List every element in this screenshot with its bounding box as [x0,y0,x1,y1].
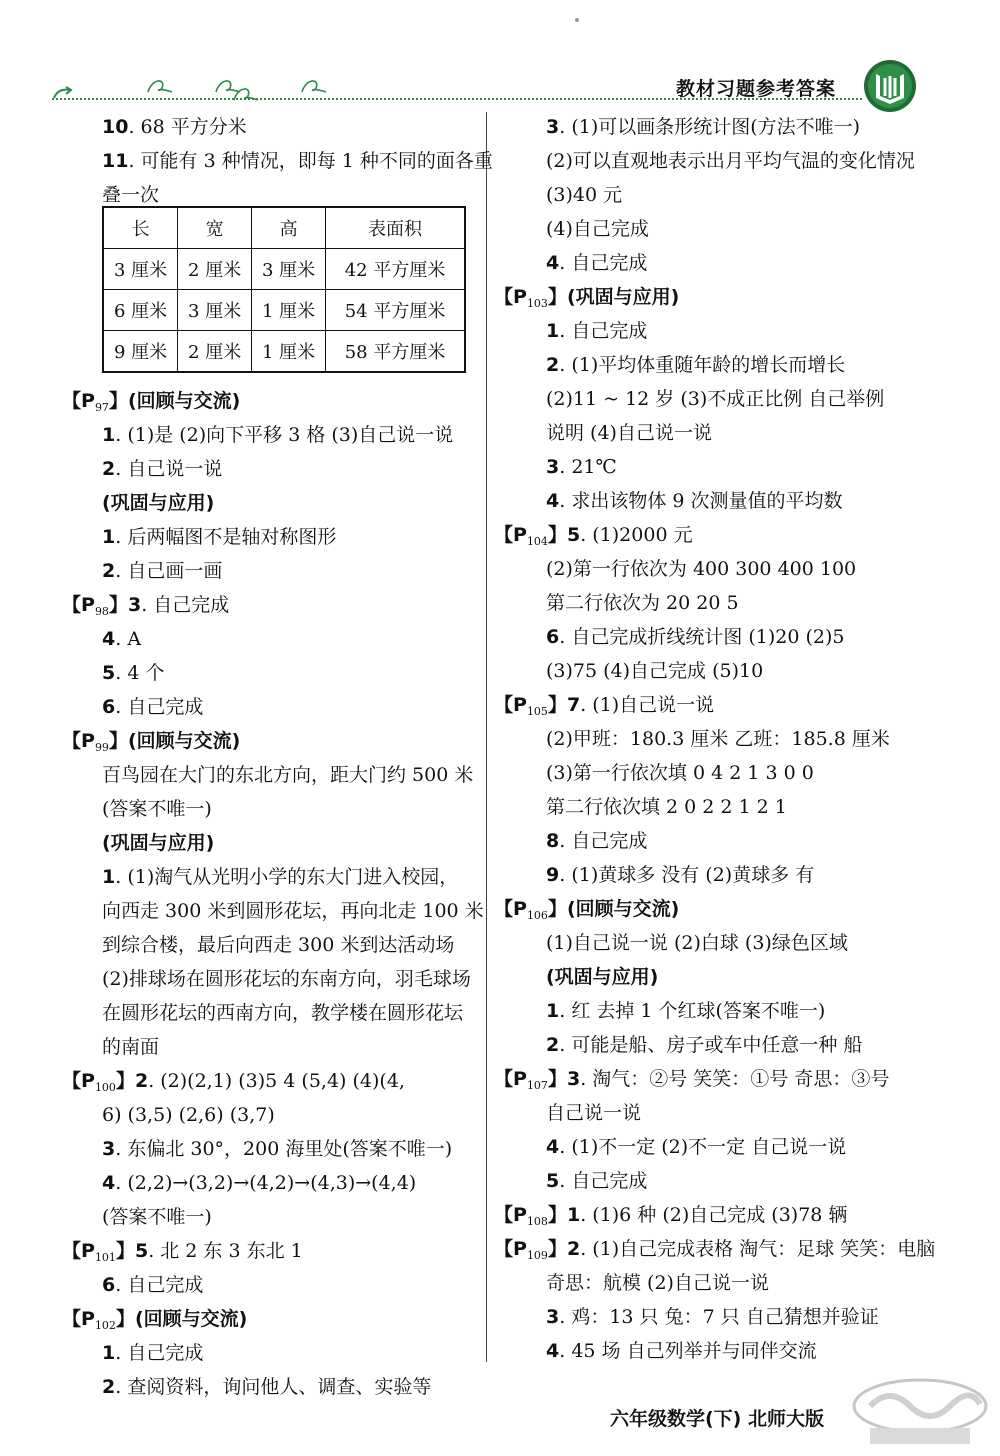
answer-line [102,660,164,686]
question-number: 4 [102,1172,116,1194]
question-number: 3 [102,1138,116,1160]
table-cell: 58 平方厘米 [326,331,465,373]
answer-text: (2)可以直观地表示出月平均气温的变化情况 [546,150,915,172]
answer-text: . 自己完成 [141,594,230,616]
answer-text: (2)排球场在圆形花坛的东南方向，羽毛球场 [102,968,471,990]
page-ref-number: 102 [94,1319,116,1332]
page-header [0,0,1000,110]
page-ref-close: 】 [115,1240,135,1262]
answer-line [102,1170,416,1196]
question-number: 5 [102,662,116,684]
answer-text: . (1)不一定 (2)不一定 自己说一说 [559,1136,847,1158]
answer-text: 在圆形花坛的西南方向，教学楼在圆形花坛 [102,1002,464,1024]
answer-text: . (1)自己说一说 [580,694,715,716]
page-ref-number: 104 [526,535,548,548]
answer-line [102,490,214,516]
answer-line [546,726,890,752]
answer-line [546,216,649,242]
page-ref-close: 】 [547,1068,567,1090]
answer-text: 第二行依次为 20 20 5 [546,592,739,614]
page-ref-number: 106 [526,909,548,922]
page-ref-open: 【P [494,1068,527,1090]
answer-line [494,522,693,555]
answer-line [102,114,247,140]
page-ref-open: 【P [494,286,527,308]
question-number: 4 [546,1340,560,1362]
swirl-decoration-icon [146,76,174,96]
answer-line [62,388,240,421]
swirl-decoration-icon [300,76,328,96]
answer-line [102,694,203,720]
answer-text: 百鸟园在大门的东北方向，距大门约 500 米 [102,764,474,786]
answer-line [102,1000,463,1026]
table-cell: 42 平方厘米 [326,249,465,290]
table-cell: 6 厘米 [103,290,178,331]
answer-line [102,1034,159,1060]
table-header-cell: 表面积 [326,207,465,249]
answer-text: . 45 场 自己列举并与同伴交流 [559,1340,817,1362]
table-cell: 1 厘米 [252,331,326,373]
question-number: 2 [566,1238,581,1260]
table-header-row [103,207,465,249]
answer-line [546,488,842,514]
table-row [103,249,465,290]
page-ref-number: 98 [94,605,109,618]
question-number: 4 [546,490,560,512]
question-number: 2 [134,1070,149,1092]
table-header-cell: 宽 [178,207,252,249]
answer-text: . 4 个 [115,662,165,684]
page-ref-number: 101 [94,1251,116,1264]
table-cell: 3 厘米 [178,290,252,331]
page-ref-close: 】 [547,694,567,716]
page-ref-number: 108 [526,1215,548,1228]
page-ref-number: 100 [94,1081,116,1094]
question-number: 8 [546,830,560,852]
watermark-logo [850,1376,990,1448]
question-number: 2 [546,354,560,376]
answer-line [546,556,856,582]
page-ref-number: 99 [94,741,109,754]
answer-text: 自己说一说 [546,1102,642,1124]
page-ref-close: 】 [547,1238,567,1260]
answer-line [494,284,679,317]
answer-line [102,762,473,788]
answer-line [102,626,141,652]
answer-text: (2)11 ~ 12 岁 (3)不成正比例 自己举例 [546,388,885,410]
answer-text: . 北 2 东 3 东北 1 [148,1240,303,1262]
answer-text: . 红 去掉 1 个红球(答案不唯一) [559,1000,826,1022]
page-ref-open: 【P [62,1070,95,1092]
answer-line [546,760,814,786]
answer-text: (3)第一行依次填 0 4 2 1 3 0 0 [546,762,814,784]
footer-book-title: 六年级数学(下) 北师大版 [610,1408,824,1430]
answer-text: . (1)6 种 (2)自己完成 (3)78 辆 [580,1204,848,1226]
answer-text: (答案不唯一) [102,798,212,820]
page-ref-close: 】(回顾与交流) [547,898,680,920]
question-number: 4 [546,252,560,274]
answer-text: . (1)淘气从光明小学的东大门进入校园， [115,866,459,888]
answer-text: . 自己完成 [115,1342,204,1364]
answer-text: 说明 (4)自己说一说 [546,422,712,444]
table-cell: 2 厘米 [178,331,252,373]
page-ref-close: 】 [547,524,567,546]
column-divider [486,112,487,1362]
answer-line [102,558,222,584]
section-tag: (巩固与应用) [102,832,215,854]
answer-text: . 求出该物体 9 次测量值的平均数 [559,490,843,512]
book-logo-icon [862,58,918,114]
header-title: 教材习题参考答案 [676,78,837,100]
question-number: 3 [546,456,560,478]
answer-line [546,1338,817,1364]
question-number: 3 [566,1068,581,1090]
question-number: 1 [102,866,116,888]
question-number: 2 [102,458,116,480]
page-ref-number: 103 [526,297,548,310]
answer-text: . 淘气：②号 笑笑：①号 奇思：③号 [580,1068,890,1090]
question-number: 5 [134,1240,149,1262]
question-number: 4 [546,1136,560,1158]
answer-line [102,864,458,890]
answer-line [102,1272,203,1298]
dimensions-table [102,206,466,373]
answer-text: . 自己完成 [559,1170,648,1192]
page-ref-close: 】(回顾与交流) [108,390,241,412]
question-number: 2 [102,560,116,582]
section-tag: (巩固与应用) [546,966,659,988]
answer-text: (2)第一行依次为 400 300 400 100 [546,558,857,580]
answer-line [62,728,240,761]
answer-text: . (2,2)→(3,2)→(4,2)→(4,3)→(4,4) [115,1172,417,1194]
question-number: 11 [102,150,129,172]
answer-line [546,658,763,684]
page-ref-close: 】(回顾与交流) [115,1308,248,1330]
answer-text: . 自己完成 [559,320,648,342]
question-number: 9 [546,864,560,886]
answer-text: . A [115,628,142,650]
answer-line [546,182,622,208]
answer-text: 的南面 [102,1036,160,1058]
table-header-cell: 高 [252,207,326,249]
page-ref-number: 109 [526,1249,548,1262]
answer-text: . (1)是 (2)向下平移 3 格 (3)自己说一说 [115,424,454,446]
answer-text: (1)自己说一说 (2)白球 (3)绿色区域 [546,932,848,954]
table-cell: 3 厘米 [103,249,178,290]
answer-line [546,964,658,990]
table-cell: 9 厘米 [103,331,178,373]
answer-text: 叠一次 [102,184,160,206]
answer-line [102,1102,275,1128]
question-number: 1 [102,526,116,548]
answer-line [102,1374,431,1400]
answer-line [62,1238,303,1271]
answer-text: . (2)(2,1) (3)5 4 (5,4) (4)(4, [148,1070,405,1092]
answer-text: 第二行依次填 2 0 2 2 1 2 1 [546,796,787,818]
answer-text: 奇思：航模 (2)自己说一说 [546,1272,769,1294]
page-ref-close: 】(回顾与交流) [108,730,241,752]
answer-text: . 自己完成折线统计图 (1)20 (2)5 [559,626,845,648]
page-ref-open: 【P [62,1240,95,1262]
page-ref-open: 【P [494,694,527,716]
answer-line [102,1340,203,1366]
question-number: 6 [102,696,116,718]
page-ref-number: 97 [94,401,109,414]
answer-line [546,1100,641,1126]
answer-line [102,932,454,958]
question-number: 2 [102,1376,116,1398]
page-ref-number: 107 [526,1079,548,1092]
page-ref-open: 【P [494,898,527,920]
answer-text: (4)自己完成 [546,218,649,240]
answer-line [546,590,739,616]
question-number: 1 [546,320,560,342]
answer-line [102,456,222,482]
answer-text: . 可能有 3 种情况，即每 1 种不同的面各重 [128,150,493,172]
page-ref-open: 【P [494,1204,527,1226]
question-number: 1 [546,1000,560,1022]
page-ref-open: 【P [62,390,95,412]
answer-text: . 自己完成 [559,252,648,274]
answer-text: . (1)2000 元 [580,524,693,546]
page-ref-close: 】 [108,594,128,616]
answer-line [546,352,845,378]
answer-line [62,592,229,625]
answer-line [546,114,860,140]
page-ref-close: 】(巩固与应用) [547,286,680,308]
answer-line [546,1032,862,1058]
question-number: 3 [546,1306,560,1328]
answer-line [546,318,647,344]
answer-line [546,794,787,820]
table-cell: 3 厘米 [252,249,326,290]
page-ref-open: 【P [62,730,95,752]
answer-line [102,422,453,448]
answer-text: (3)75 (4)自己完成 (5)10 [546,660,764,682]
answer-line [546,420,712,446]
answer-line [102,182,159,208]
page-ref-close: 】 [547,1204,567,1226]
answer-line [546,998,825,1024]
answer-text: 6) (3,5) (2,6) (3,7) [102,1104,275,1126]
answer-line [494,692,714,725]
answer-text: . 可能是船、房子或车中任意一种 船 [559,1034,863,1056]
answer-line [546,148,915,174]
answer-text: . 自己完成 [115,1274,204,1296]
page-ref-open: 【P [62,1308,95,1330]
answer-line [546,1304,879,1330]
question-number: 6 [546,626,560,648]
answer-text: (答案不唯一) [102,1206,212,1228]
question-number: 7 [566,694,581,716]
question-number: 3 [546,116,560,138]
answer-line [546,1168,647,1194]
question-number: 1 [566,1204,581,1226]
answer-line [546,828,647,854]
answer-text: . 21℃ [559,456,617,478]
section-tag: (巩固与应用) [102,492,215,514]
table-cell: 54 平方厘米 [326,290,465,331]
answer-text: 向西走 300 米到圆形花坛，再向北走 100 米 [102,900,484,922]
answer-line [102,1136,452,1162]
question-number: 10 [102,116,129,138]
answer-line [546,1134,846,1160]
question-number: 5 [546,1170,560,1192]
question-number: 3 [127,594,142,616]
answer-line [102,148,493,174]
answer-line [494,1202,847,1235]
answer-text: . 自己完成 [559,830,648,852]
answer-text: . 后两幅图不是轴对称图形 [115,526,337,548]
answer-line [546,454,617,480]
answer-line [494,1066,889,1099]
answer-line [102,966,471,992]
table-cell: 2 厘米 [178,249,252,290]
page-ref-open: 【P [494,1238,527,1260]
answer-line [102,830,214,856]
question-number: 1 [102,1342,116,1364]
answer-text: . 68 平方分米 [128,116,247,138]
answer-line [546,930,848,956]
answer-line [546,862,814,888]
answer-line [102,898,484,924]
answer-text: . 自己画一画 [115,560,223,582]
answer-line [102,524,336,550]
answer-line [494,1236,935,1269]
answer-text: . 查阅资料，询问他人、调查、实验等 [115,1376,432,1398]
answer-line [546,624,845,650]
table-cell: 1 厘米 [252,290,326,331]
answer-text: 到综合楼，最后向西走 300 米到达活动场 [102,934,455,956]
answer-line [102,1204,212,1230]
table-header-cell: 长 [103,207,178,249]
answer-text: (2)甲班：180.3 厘米 乙班：185.8 厘米 [546,728,890,750]
answer-line [62,1068,405,1101]
table-row [103,331,465,373]
answer-text: . 自己完成 [115,696,204,718]
question-number: 6 [102,1274,116,1296]
page-ref-number: 105 [526,705,548,718]
page-ref-open: 【P [62,594,95,616]
answer-line [494,896,679,929]
answer-line [62,1306,247,1339]
table-row [103,290,465,331]
question-number: 2 [546,1034,560,1056]
answer-line [102,796,212,822]
answer-line [546,386,884,412]
answer-text: . 自己说一说 [115,458,223,480]
page-ref-open: 【P [494,524,527,546]
answer-text: . 东偏北 30°，200 海里处(答案不唯一) [115,1138,453,1160]
answer-text: . (1)自己完成表格 淘气：足球 笑笑：电脑 [580,1238,936,1260]
question-number: 4 [102,628,116,650]
answer-line [546,250,647,276]
question-number: 5 [566,524,581,546]
answer-text: (3)40 元 [546,184,623,206]
answer-text: . (1)可以画条形统计图(方法不唯一) [559,116,861,138]
answer-text: . 鸡：13 只 兔：7 只 自己猜想并验证 [559,1306,879,1328]
answer-line [546,1270,769,1296]
answer-text: . (1)平均体重随年龄的增长而增长 [559,354,846,376]
page-ref-close: 】 [115,1070,135,1092]
swirl-decoration-icon [232,84,260,104]
answer-text: . (1)黄球多 没有 (2)黄球多 有 [559,864,815,886]
question-number: 1 [102,424,116,446]
